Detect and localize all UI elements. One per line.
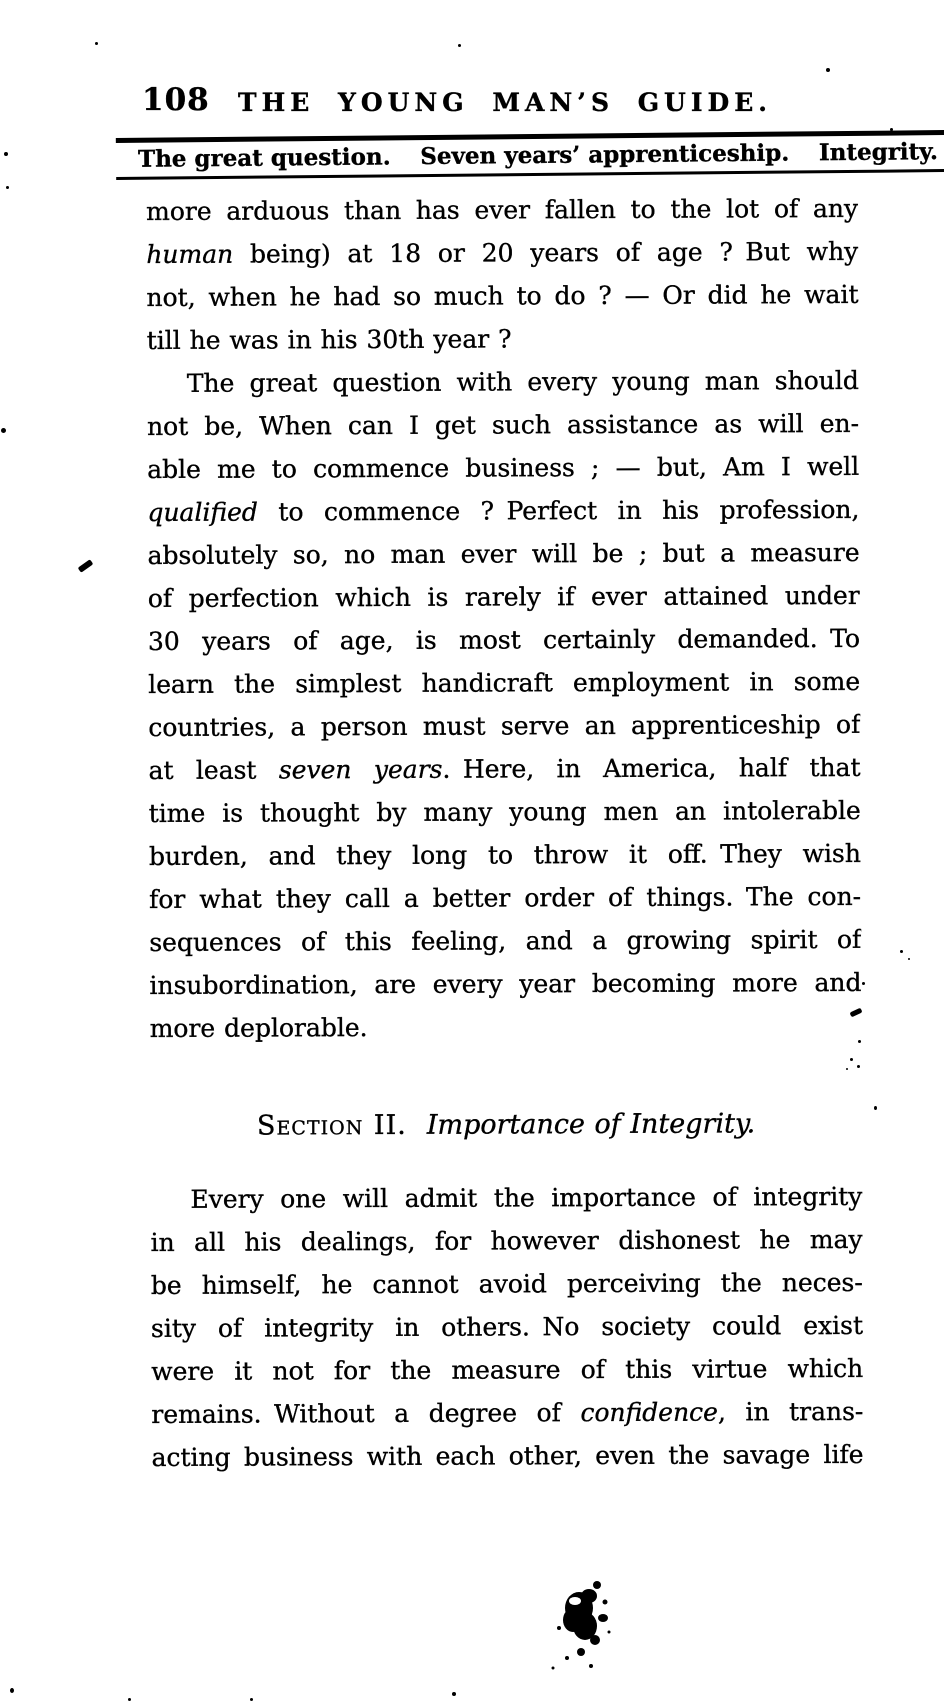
- guide-word-left: The great question.: [137, 143, 391, 173]
- scan-speck: [900, 950, 903, 953]
- scan-speck: [858, 1040, 861, 1043]
- text-segment: . Here, in America, half that: [442, 752, 861, 784]
- text-segment: able me to commence business ; — but, Am I well: [147, 451, 860, 484]
- scan-speck: [452, 1692, 456, 1696]
- text-segment: countries, a person must serve an apprenticeship of: [148, 709, 861, 742]
- text-line: [148, 617, 860, 663]
- guide-word-right: Integrity.: [818, 138, 939, 167]
- scan-speck: [874, 1106, 877, 1110]
- text-segment: not, when he had so much to do ? — Or did he wait: [146, 279, 859, 312]
- text-line: [149, 961, 861, 1007]
- paragraph: [146, 187, 859, 362]
- text-line: [148, 703, 860, 749]
- scan-speck: [846, 1068, 848, 1070]
- text-segment: , in trans-: [717, 1396, 864, 1427]
- text-line: [149, 789, 861, 835]
- text-line: [150, 1218, 862, 1264]
- italic-text: seven years: [278, 754, 443, 785]
- text-segment: burden, and they long to throw it off. They wish: [148, 838, 861, 871]
- text-line: [150, 1175, 862, 1221]
- text-segment: remains. Without a degree of: [151, 1398, 581, 1429]
- text-line: [146, 273, 858, 319]
- scan-speck: [850, 1058, 853, 1061]
- text-line: [147, 316, 859, 362]
- text-segment: insubordination, are every year becoming more and: [149, 967, 862, 1000]
- text-line: [147, 488, 859, 534]
- text-line: [151, 1304, 863, 1350]
- text-segment: Every one will admit the importance of integrity: [190, 1181, 863, 1214]
- scan-speck: [250, 1698, 253, 1701]
- section-heading: [150, 1102, 862, 1148]
- italic-text: human: [146, 239, 234, 269]
- text-line: [149, 875, 861, 921]
- text-segment: were it not for the measure of this virtue which: [151, 1353, 864, 1386]
- guide-word-band: [116, 130, 944, 180]
- body-text-upper: [146, 187, 862, 1050]
- text-segment: time is thought by many young men an intolerable: [148, 795, 861, 828]
- text-line: [148, 746, 860, 792]
- text-line: [147, 359, 859, 405]
- text-segment: sequences of this feeling, and a growing spirit of: [149, 924, 862, 957]
- scan-speck: [10, 1688, 14, 1693]
- italic-text: confidence: [580, 1397, 718, 1428]
- scan-speck: [128, 1698, 131, 1701]
- section-title: Importance of Integrity.: [426, 1108, 756, 1141]
- text-segment: more arduous than has ever fallen to the lot of any: [146, 193, 859, 226]
- text-line: [149, 918, 861, 964]
- running-head: THE YOUNG MAN’S GUIDE.: [238, 88, 772, 117]
- text-line: [149, 832, 861, 878]
- scan-speck: [458, 44, 461, 47]
- scan-speck: [857, 1065, 860, 1068]
- paragraph: [150, 1175, 863, 1479]
- section-label: Section II.: [256, 1109, 407, 1142]
- text-line: [147, 445, 859, 491]
- text-line: [151, 1433, 863, 1479]
- text-segment: acting business with each other, even the savage life: [151, 1439, 864, 1472]
- text-segment: learn the simplest handicraft employment in some: [148, 666, 861, 699]
- text-segment: to commence ? Perfect in his profession,: [257, 494, 860, 527]
- text-line: [151, 1390, 863, 1436]
- scan-speck: [6, 186, 9, 189]
- page-number: 108: [142, 82, 210, 118]
- text-segment: for what they call a better order of things. The con-: [149, 881, 862, 914]
- text-segment: absolutely so, no man ever will be ; but a measure: [147, 537, 860, 570]
- text-segment: 30 years of age, is most certainly demanded. To: [147, 623, 861, 656]
- text-line: [148, 660, 860, 706]
- guide-word-center: Seven years’ apprenticeship.: [420, 139, 790, 171]
- scan-speck: [4, 152, 8, 156]
- text-segment: till he was in his 30th year ?: [146, 324, 512, 355]
- text-column: [146, 187, 864, 1479]
- text-line: [148, 531, 860, 577]
- body-text-lower: [150, 1175, 863, 1479]
- scan-speck: [95, 42, 98, 45]
- text-segment: be himself, he cannot avoid perceiving the neces-: [150, 1267, 863, 1300]
- text-line: [151, 1347, 863, 1393]
- text-segment: at least: [148, 755, 279, 785]
- scan-speck: [890, 128, 893, 131]
- text-line: [150, 1004, 862, 1050]
- text-segment: The great question with every young man should: [186, 365, 859, 398]
- scan-speck: [78, 559, 94, 573]
- paragraph: [147, 359, 862, 1050]
- italic-text: qualified: [147, 497, 258, 527]
- scan-speck: [862, 982, 865, 985]
- text-line: [146, 187, 858, 233]
- text-segment: being) at 18 or 20 years of age ? But why: [233, 236, 859, 269]
- text-line: [151, 1261, 863, 1307]
- scan-speck: [908, 958, 910, 960]
- scan-speck: [1, 428, 6, 433]
- text-segment: in all his dealings, for however dishonest he may: [150, 1224, 863, 1257]
- text-line: [148, 574, 860, 620]
- text-line: [146, 230, 858, 276]
- scan-speck: [826, 68, 830, 72]
- ink-blot: [543, 1568, 615, 1680]
- text-segment: sity of integrity in others. No society could exist: [150, 1310, 864, 1343]
- text-segment: not be, When can I get such assistance as will en-: [146, 408, 860, 441]
- text-segment: of perfection which is rarely if ever attained under: [147, 580, 860, 613]
- text-segment: more deplorable.: [149, 1013, 368, 1043]
- text-line: [147, 402, 859, 448]
